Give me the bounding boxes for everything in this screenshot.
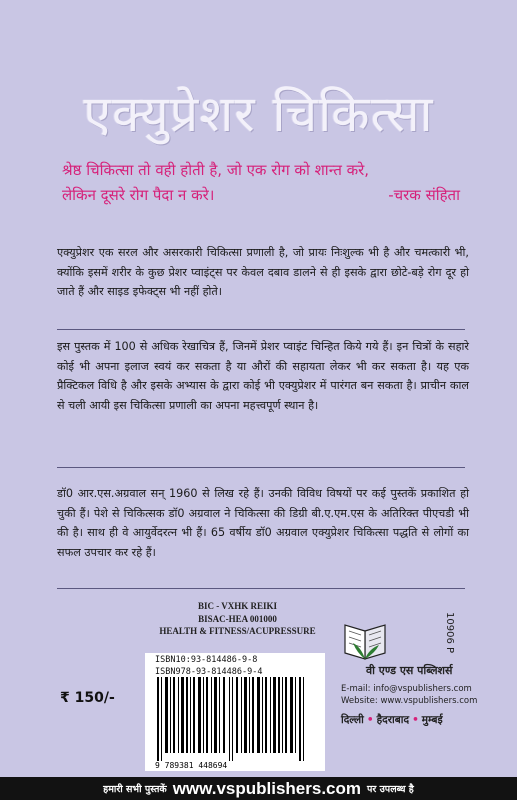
publisher-email[interactable]: E-mail: info@vspublishers.com bbox=[341, 684, 472, 694]
divider bbox=[57, 467, 465, 468]
footer-band bbox=[0, 777, 517, 800]
city: हैदराबाद bbox=[376, 714, 410, 726]
book-logo-icon bbox=[335, 623, 485, 663]
publisher-cities bbox=[341, 713, 443, 727]
barcode-bars bbox=[153, 677, 317, 769]
quote-attribution: -चरक संहिता bbox=[388, 186, 460, 204]
subject-label: HEALTH & FITNESS/ACUPRESSURE bbox=[159, 626, 316, 636]
quote-line-2-row bbox=[62, 183, 482, 208]
footer-tail: पर उपलब्ध है bbox=[367, 784, 414, 795]
publisher-website[interactable]: Website: www.vspublishers.com bbox=[341, 695, 478, 706]
bic-code: BIC - VXHK REIKI bbox=[197, 601, 278, 611]
author-bio-paragraph: डॉ0 आर.एस.अग्रवाल सन् 1960 से लिख रहे हैं। उनकी विविध विषयों पर कई पुस्तकें प्रकाशित हो चुकी हैं। पेशे से चिकित्सक डॉ0 अग्रवाल ने चिकित्सा की डिग्री बी.ए.एम.एस के अतिरिक्त पीएचडी भी की है। साथ ही वे आयुर्वेदरत्न भी हैं। 65 वर्षीय डॉ0 अग्रवाल एक्युप्रेशर चिकित्सा पद्धति से लोगों का सफल उपचार कर रहे हैं। bbox=[57, 487, 469, 559]
publisher-contact bbox=[341, 684, 477, 707]
description-paragraph-1: एक्युप्रेशर एक सरल और असरकारी चिकित्सा प्रणाली है, जो प्रायः निःशुल्क भी है और चमत्कारी भी, क्योंकि इसमें शरीर के कुछ प्रेशर प्वाइंट्स पर केवल दबाव डालने से ही इसके द्वारा छोटे-बड़े रोग दूर हो जाते हैं और साइड इफेक्ट्स भी नहीं होते। bbox=[57, 246, 469, 298]
bullet-icon: • bbox=[366, 714, 374, 726]
quote-line-2: लेकिन दूसरे रोग पैदा न करे। bbox=[62, 186, 215, 204]
book-code: 10906 P bbox=[444, 612, 455, 654]
barcode-digits: 9 789381 448694 bbox=[155, 761, 228, 769]
divider bbox=[57, 329, 465, 330]
footer-lead: हमारी सभी पुस्तकें bbox=[103, 784, 167, 795]
description-paragraph-2: इस पुस्तक में 100 से अधिक रेखाचित्र हैं, जिनमें प्रेशर प्वाइंट चिन्हित किये गये हैं। इन चित्रों के सहारे कोई भी अपना इलाज स्वयं कर सकता है या औरों की सहायता लेकर भी कर सकता है। यह एक प्रैक्टिकल विधि है और इसके अभ्यास के द्वारा कोई भी एक्युप्रेशर में पारंगत बन सकता है। प्राचीन काल से चली आयी इस चिकित्सा प्रणाली का अपना महत्त्वपूर्ण स्थान है। bbox=[57, 340, 469, 412]
isbn-13: ISBN978-93-814486-9-4 bbox=[155, 667, 263, 677]
divider bbox=[57, 588, 465, 589]
isbn-10: ISBN10:93-814486-9-8 bbox=[155, 655, 258, 665]
isbn-barcode bbox=[145, 653, 325, 771]
footer-website-link[interactable]: www.vspublishers.com bbox=[172, 778, 361, 798]
bisac-code: BISAC-HEA 001000 bbox=[198, 613, 277, 624]
publisher-name: वी एण्ड एस पब्लिशर्स bbox=[366, 664, 453, 677]
city: दिल्ली bbox=[341, 714, 364, 726]
city: मुम्बई bbox=[421, 714, 443, 726]
book-title: एक्युप्रेशर चिकित्सा bbox=[83, 85, 434, 143]
subject-categories bbox=[145, 600, 330, 638]
quote-block bbox=[62, 158, 482, 208]
bullet-icon: • bbox=[412, 714, 419, 726]
price: ₹ 150/- bbox=[60, 690, 115, 706]
quote-line-1: श्रेष्ठ चिकित्सा तो वही होती है, जो एक रोग को शान्त करे, bbox=[62, 161, 370, 179]
